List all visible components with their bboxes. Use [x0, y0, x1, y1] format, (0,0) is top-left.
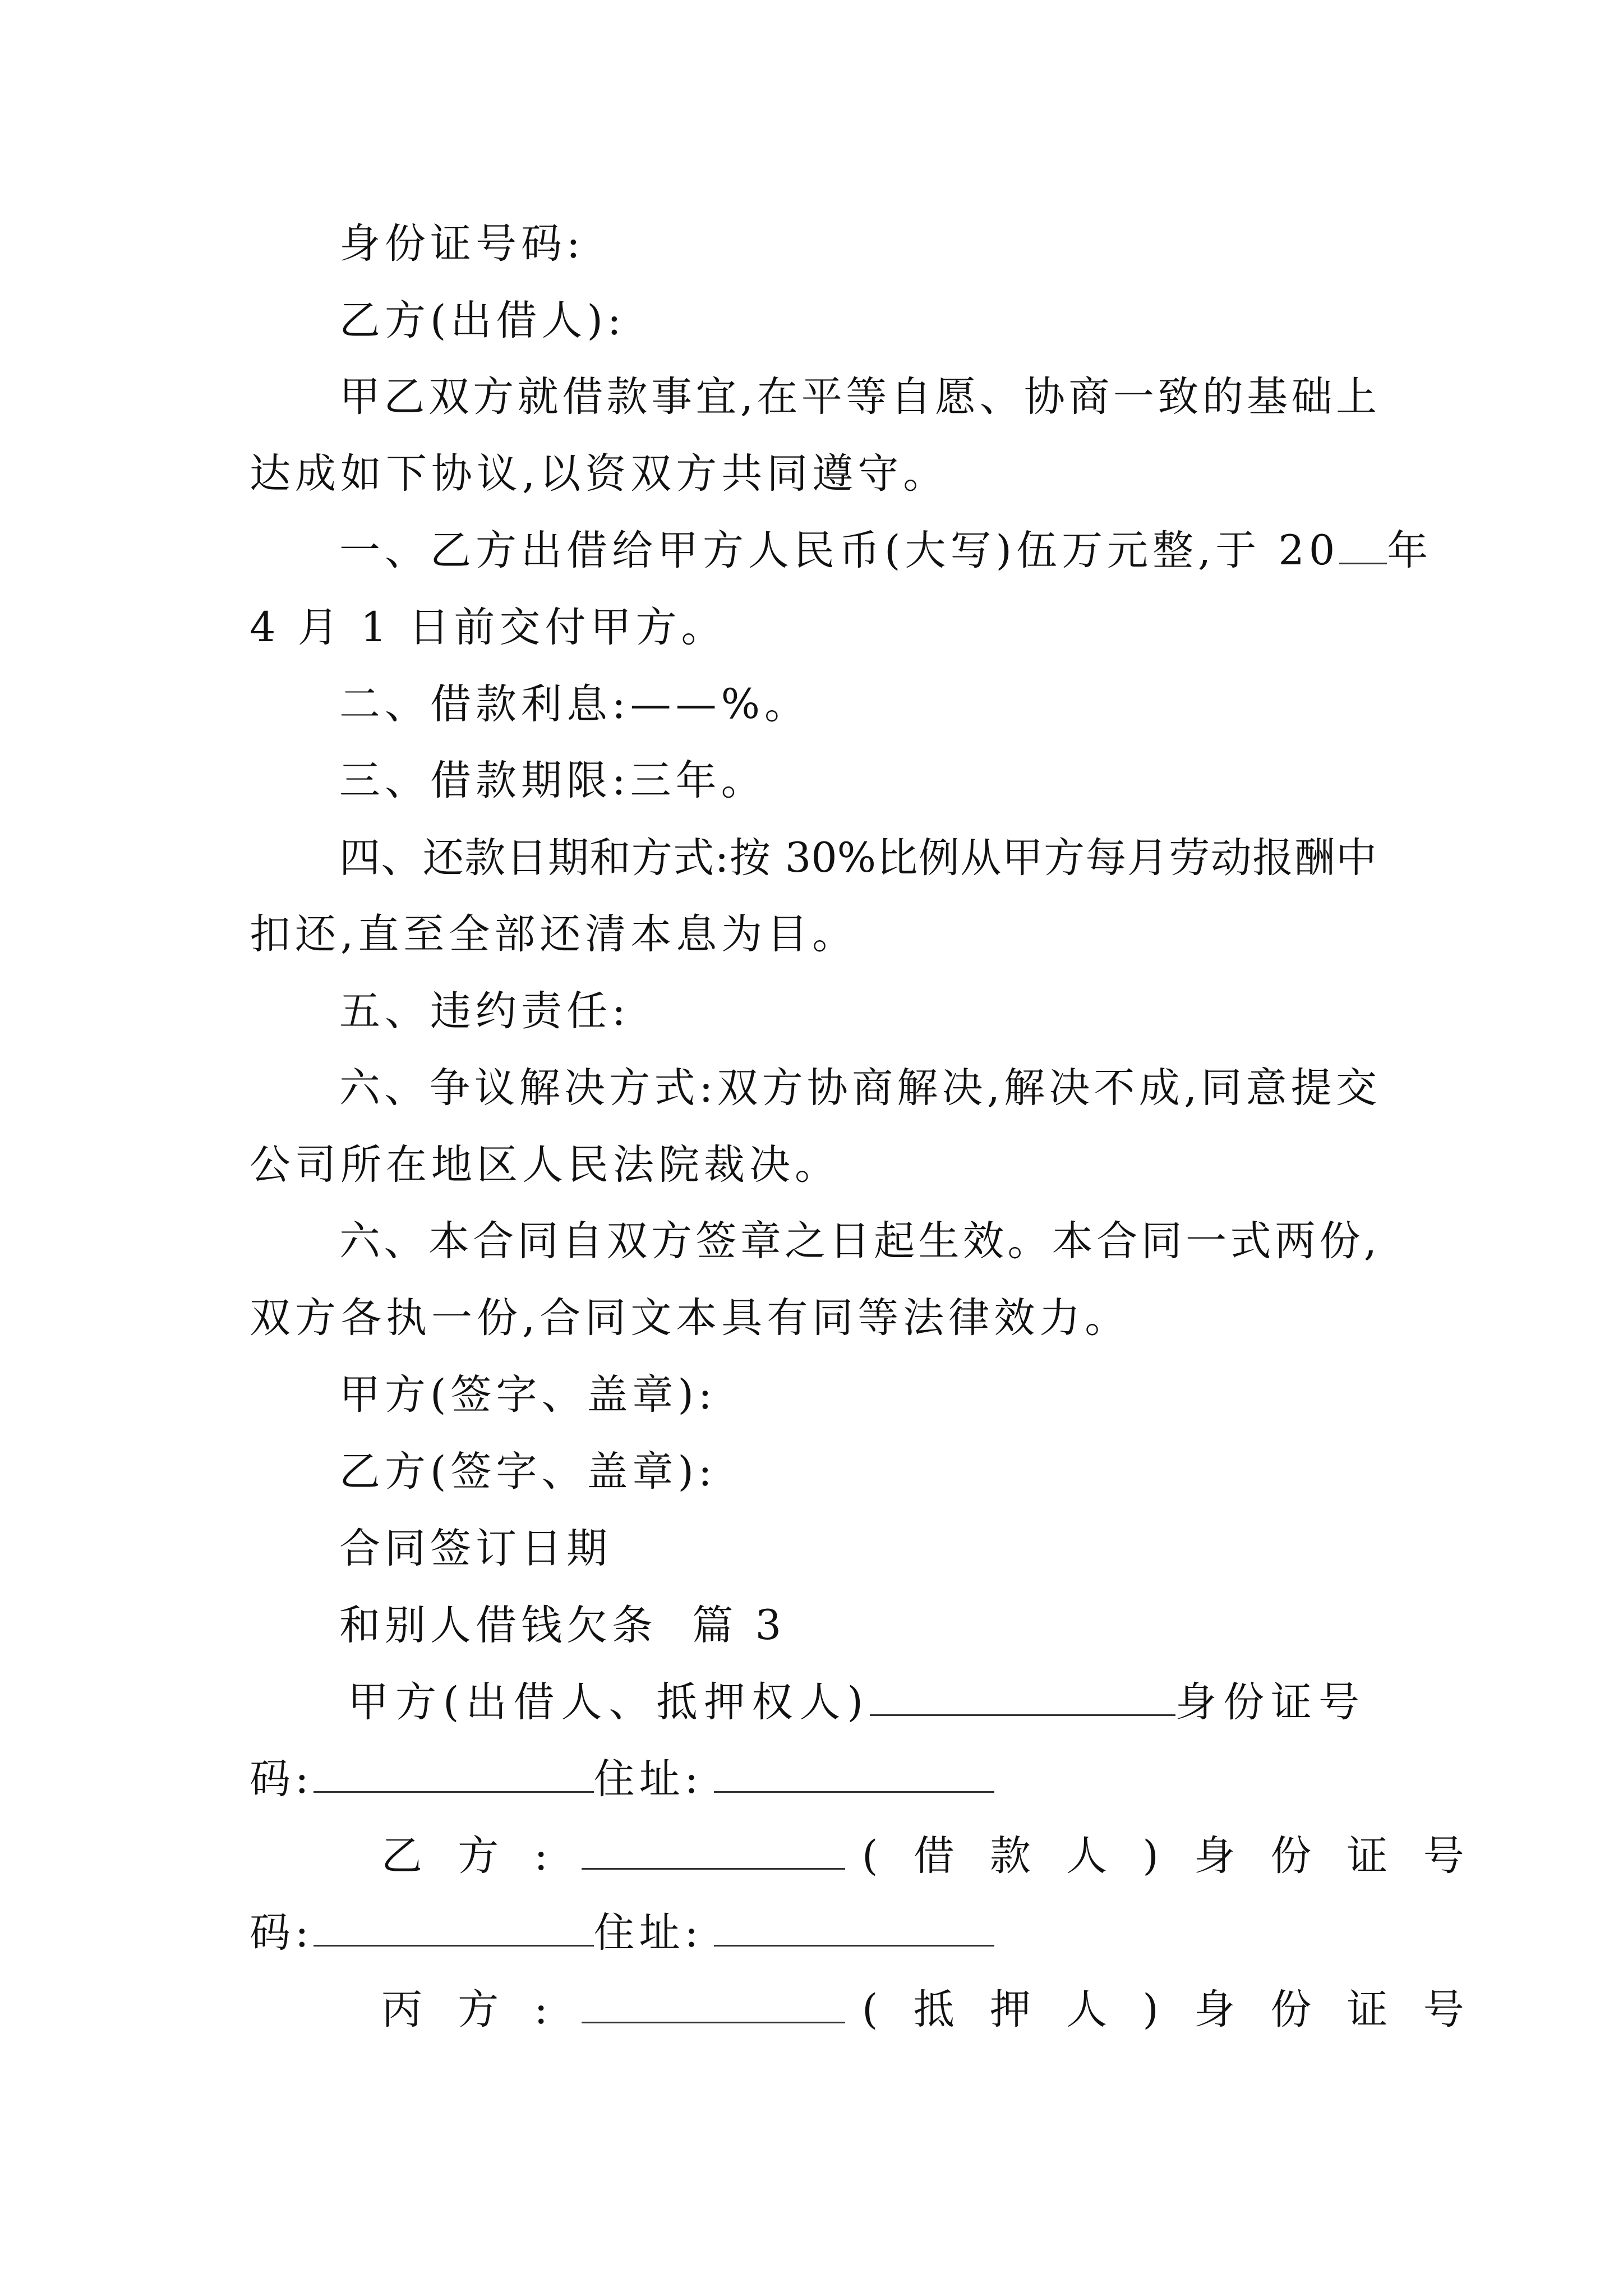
party-b-info-line-2 [250, 1905, 994, 1961]
party-b-lender-line: 乙方(出借人): [339, 297, 626, 344]
party-a-address-blank [714, 1752, 994, 1793]
clause-1-line-1 [339, 523, 1432, 579]
intro-line-1: 甲乙双方就借款事宜,在平等自愿、协商一致的基础上 [339, 373, 1377, 421]
party-b-address-blank [714, 1906, 994, 1947]
party-b-id-blank [313, 1906, 594, 1947]
signing-date-line: 合同签订日期 [339, 1525, 612, 1572]
clause-5-line: 五、违约责任: [339, 987, 630, 1035]
party-c-label: 丙 方 : [381, 1986, 560, 2033]
party-b-signature-line: 乙方(签字、盖章): [339, 1448, 717, 1496]
clause-1-text: 一、乙方出借给甲方人民币(大写)伍万元整,于 20 [339, 527, 1340, 574]
clause-1-year-label: 年 [1387, 527, 1433, 574]
clause-3-line: 三、借款期限:三年。 [339, 757, 767, 804]
clause-6-line-1: 六、争议解决方式:双方协商解决,解决不成,同意提交 [339, 1064, 1377, 1112]
party-c-name-blank [582, 1982, 845, 2023]
party-a-info-line-1 [348, 1674, 1366, 1731]
party-b-role-id-label: ( 借 款 人 ) 身 份 证 号 [862, 1832, 1476, 1880]
id-number-line: 身份证号码: [339, 220, 585, 268]
party-a-name-blank [870, 1675, 1175, 1716]
clause-7-line-2: 双方各执一份,合同文本具有同等法律效力。 [250, 1294, 1131, 1342]
party-a-label: 甲方(出借人、抵押权人) [348, 1678, 870, 1726]
party-c-role-id-label: ( 抵 押 人 ) 身 份 证 号 [862, 1986, 1476, 2033]
clause-4-line-2: 扣还,直至全部还清本息为目。 [250, 910, 858, 958]
party-a-id-suffix: 码: [250, 1755, 313, 1803]
party-a-id-blank [313, 1752, 594, 1793]
clause-7-line-1: 六、本合同自双方签章之日起生效。本合同一式两份, [339, 1217, 1377, 1265]
clause-2-line: 二、借款利息:——%。 [339, 680, 810, 728]
party-b-id-suffix: 码: [250, 1909, 313, 1957]
party-b-address-label: 住址: [593, 1909, 703, 1957]
party-c-info-line-1 [381, 1982, 1476, 2038]
party-a-id-label: 身份证号 [1175, 1678, 1366, 1726]
party-b-name-blank [582, 1829, 845, 1870]
party-a-signature-line: 甲方(签字、盖章): [339, 1371, 717, 1419]
party-a-address-label: 住址: [593, 1755, 703, 1803]
year-blank [1339, 523, 1387, 564]
party-b-label: 乙 方 : [381, 1832, 560, 1880]
clause-1-line-2: 4 月 1 日前交付甲方。 [250, 604, 727, 651]
section-heading: 和别人借钱欠条 篇 3 [339, 1602, 786, 1649]
clause-4-line-1: 四、还款日期和方式:按 30%比例从甲方每月劳动报酬中 [339, 834, 1377, 882]
party-b-info-line-1 [381, 1828, 1476, 1884]
party-a-info-line-2 [250, 1751, 994, 1807]
clause-6-line-2: 公司所在地区人民法院裁决。 [250, 1141, 840, 1189]
intro-line-2: 达成如下协议,以资双方共同遵守。 [250, 450, 949, 498]
